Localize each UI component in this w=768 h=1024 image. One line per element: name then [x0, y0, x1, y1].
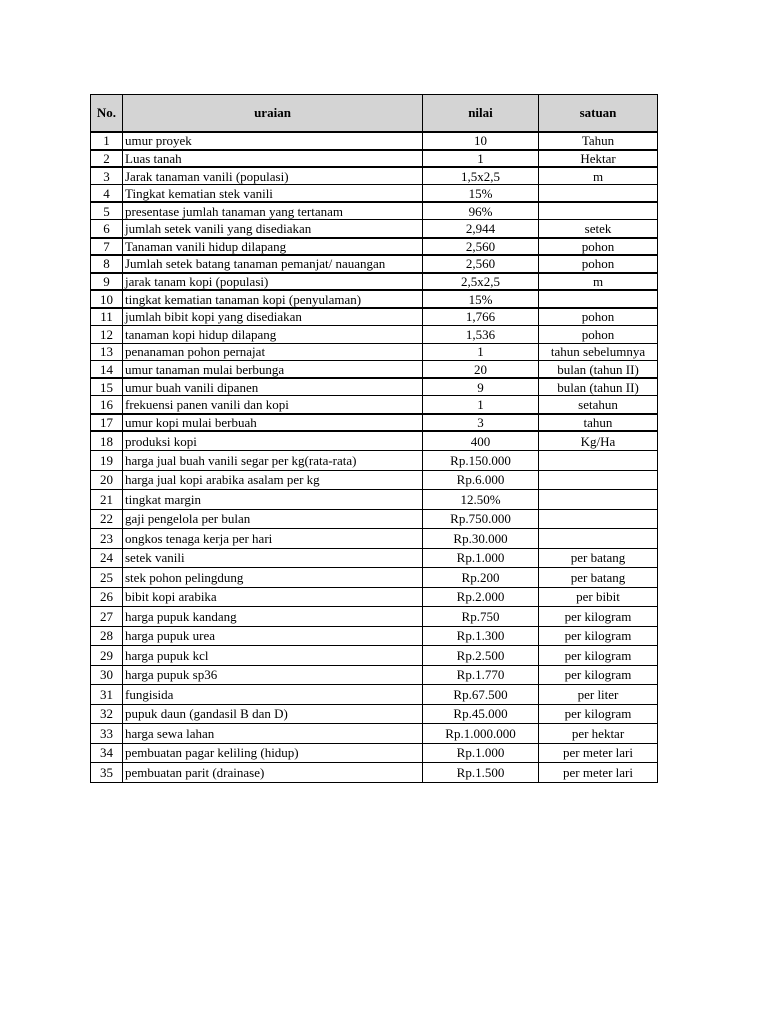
satuan-cell	[539, 529, 658, 549]
nilai-cell: 12.50%	[423, 490, 539, 510]
table-row	[91, 326, 658, 344]
nilai-cell: 1,766	[423, 308, 539, 326]
table-row	[91, 414, 658, 432]
table-row	[91, 238, 658, 256]
row-number-cell: 24	[91, 548, 123, 568]
nilai-cell: Rp.750	[423, 607, 539, 627]
nilai-cell: Rp.2.500	[423, 646, 539, 666]
row-number-cell: 11	[91, 308, 123, 326]
satuan-cell: per kilogram	[539, 626, 658, 646]
table-row	[91, 763, 658, 783]
uraian-cell: pupuk daun (gandasil B dan D)	[123, 704, 423, 724]
satuan-cell: per kilogram	[539, 607, 658, 627]
nilai-cell: Rp.150.000	[423, 451, 539, 471]
nilai-cell: 1	[423, 396, 539, 414]
row-number-cell: 5	[91, 202, 123, 220]
table-row	[91, 185, 658, 203]
nilai-cell: 15%	[423, 185, 539, 203]
row-number-cell: 23	[91, 529, 123, 549]
table-row	[91, 685, 658, 705]
table-body	[91, 132, 658, 782]
nilai-cell: Rp.200	[423, 568, 539, 588]
satuan-cell: pohon	[539, 326, 658, 344]
table-row	[91, 343, 658, 361]
nilai-cell: Rp.6.000	[423, 470, 539, 490]
nilai-cell: 20	[423, 361, 539, 379]
uraian-cell: bibit kopi arabika	[123, 587, 423, 607]
table-row	[91, 361, 658, 379]
row-number-cell: 28	[91, 626, 123, 646]
row-number-cell: 1	[91, 132, 123, 150]
uraian-cell: pembuatan pagar keliling (hidup)	[123, 743, 423, 763]
nilai-cell: 1	[423, 150, 539, 168]
satuan-cell: bulan (tahun II)	[539, 361, 658, 379]
nilai-cell: Rp.45.000	[423, 704, 539, 724]
row-number-cell: 8	[91, 255, 123, 273]
row-number-cell: 15	[91, 378, 123, 396]
table-row	[91, 529, 658, 549]
uraian-cell: jarak tanam kopi (populasi)	[123, 273, 423, 291]
satuan-cell: m	[539, 273, 658, 291]
nilai-cell: 2,5x2,5	[423, 273, 539, 291]
table-row	[91, 431, 658, 451]
row-number-cell: 30	[91, 665, 123, 685]
table-row	[91, 490, 658, 510]
table-row	[91, 646, 658, 666]
table-row	[91, 308, 658, 326]
uraian-cell: umur kopi mulai berbuah	[123, 414, 423, 432]
table-row	[91, 568, 658, 588]
satuan-cell: per kilogram	[539, 704, 658, 724]
table-row	[91, 255, 658, 273]
row-number-cell: 20	[91, 470, 123, 490]
nilai-cell: 10	[423, 132, 539, 150]
nilai-cell: 2,560	[423, 255, 539, 273]
row-number-cell: 26	[91, 587, 123, 607]
header-satuan: satuan	[539, 95, 658, 133]
nilai-cell: Rp.1.300	[423, 626, 539, 646]
satuan-cell: Hektar	[539, 150, 658, 168]
row-number-cell: 12	[91, 326, 123, 344]
uraian-cell: tingkat margin	[123, 490, 423, 510]
uraian-cell: presentase jumlah tanaman yang tertanam	[123, 202, 423, 220]
row-number-cell: 21	[91, 490, 123, 510]
satuan-cell: per kilogram	[539, 646, 658, 666]
row-number-cell: 17	[91, 414, 123, 432]
uraian-cell: ongkos tenaga kerja per hari	[123, 529, 423, 549]
satuan-cell: pohon	[539, 308, 658, 326]
table-row	[91, 396, 658, 414]
satuan-cell: per kilogram	[539, 665, 658, 685]
row-number-cell: 22	[91, 509, 123, 529]
satuan-cell: setahun	[539, 396, 658, 414]
table-row	[91, 509, 658, 529]
table-row	[91, 202, 658, 220]
satuan-cell: per liter	[539, 685, 658, 705]
row-number-cell: 3	[91, 167, 123, 185]
row-number-cell: 18	[91, 431, 123, 451]
table-row	[91, 548, 658, 568]
satuan-cell: tahun	[539, 414, 658, 432]
satuan-cell: pohon	[539, 255, 658, 273]
header-uraian: uraian	[123, 95, 423, 133]
table-row	[91, 273, 658, 291]
nilai-cell: 1,536	[423, 326, 539, 344]
satuan-cell: Kg/Ha	[539, 431, 658, 451]
table-row	[91, 743, 658, 763]
table-row	[91, 587, 658, 607]
nilai-cell: 2,560	[423, 238, 539, 256]
uraian-cell: fungisida	[123, 685, 423, 705]
row-number-cell: 9	[91, 273, 123, 291]
satuan-cell	[539, 451, 658, 471]
uraian-cell: umur buah vanili dipanen	[123, 378, 423, 396]
satuan-cell	[539, 185, 658, 203]
table-row	[91, 150, 658, 168]
header-row	[91, 95, 658, 133]
uraian-cell: gaji pengelola per bulan	[123, 509, 423, 529]
table-header	[91, 95, 658, 133]
table-row	[91, 132, 658, 150]
table-row	[91, 665, 658, 685]
uraian-cell: harga pupuk sp36	[123, 665, 423, 685]
uraian-cell: penanaman pohon pernajat	[123, 343, 423, 361]
satuan-cell: pohon	[539, 238, 658, 256]
row-number-cell: 34	[91, 743, 123, 763]
uraian-cell: harga jual kopi arabika asalam per kg	[123, 470, 423, 490]
row-number-cell: 25	[91, 568, 123, 588]
table-row	[91, 290, 658, 308]
header-nilai: nilai	[423, 95, 539, 133]
nilai-cell: Rp.30.000	[423, 529, 539, 549]
satuan-cell: per meter lari	[539, 763, 658, 783]
satuan-cell: m	[539, 167, 658, 185]
row-number-cell: 31	[91, 685, 123, 705]
nilai-cell: 96%	[423, 202, 539, 220]
uraian-cell: Luas tanah	[123, 150, 423, 168]
header-no: No.	[91, 95, 123, 133]
uraian-cell: stek pohon pelingdung	[123, 568, 423, 588]
row-number-cell: 14	[91, 361, 123, 379]
row-number-cell: 4	[91, 185, 123, 203]
row-number-cell: 35	[91, 763, 123, 783]
table-row	[91, 704, 658, 724]
uraian-cell: tingkat kematian tanaman kopi (penyulaman)	[123, 290, 423, 308]
row-number-cell: 13	[91, 343, 123, 361]
row-number-cell: 32	[91, 704, 123, 724]
nilai-cell: 15%	[423, 290, 539, 308]
uraian-cell: jumlah setek vanili yang disediakan	[123, 220, 423, 238]
table-row	[91, 626, 658, 646]
satuan-cell	[539, 509, 658, 529]
row-number-cell: 7	[91, 238, 123, 256]
satuan-cell: per batang	[539, 568, 658, 588]
satuan-cell: per hektar	[539, 724, 658, 744]
satuan-cell: Tahun	[539, 132, 658, 150]
nilai-cell: Rp.1.770	[423, 665, 539, 685]
satuan-cell	[539, 470, 658, 490]
uraian-cell: umur proyek	[123, 132, 423, 150]
nilai-cell: Rp.750.000	[423, 509, 539, 529]
nilai-cell: 1	[423, 343, 539, 361]
uraian-cell: produksi kopi	[123, 431, 423, 451]
table-row	[91, 607, 658, 627]
row-number-cell: 33	[91, 724, 123, 744]
row-number-cell: 16	[91, 396, 123, 414]
nilai-cell: Rp.1.000	[423, 548, 539, 568]
nilai-cell: 3	[423, 414, 539, 432]
satuan-cell: per bibit	[539, 587, 658, 607]
uraian-cell: harga pupuk urea	[123, 626, 423, 646]
row-number-cell: 29	[91, 646, 123, 666]
uraian-cell: harga sewa lahan	[123, 724, 423, 744]
satuan-cell: per meter lari	[539, 743, 658, 763]
nilai-cell: 2,944	[423, 220, 539, 238]
satuan-cell	[539, 202, 658, 220]
table-row	[91, 220, 658, 238]
nilai-cell: Rp.1.500	[423, 763, 539, 783]
nilai-cell: Rp.67.500	[423, 685, 539, 705]
uraian-cell: setek vanili	[123, 548, 423, 568]
parameter-table	[90, 94, 658, 783]
uraian-cell: umur tanaman mulai berbunga	[123, 361, 423, 379]
table-row	[91, 167, 658, 185]
table-row	[91, 724, 658, 744]
uraian-cell: harga jual buah vanili segar per kg(rata-rata)	[123, 451, 423, 471]
uraian-cell: Tanaman vanili hidup dilapang	[123, 238, 423, 256]
nilai-cell: 9	[423, 378, 539, 396]
satuan-cell	[539, 490, 658, 510]
uraian-cell: pembuatan parit (drainase)	[123, 763, 423, 783]
row-number-cell: 6	[91, 220, 123, 238]
uraian-cell: Jarak tanaman vanili (populasi)	[123, 167, 423, 185]
uraian-cell: Tingkat kematian stek vanili	[123, 185, 423, 203]
table-row	[91, 470, 658, 490]
satuan-cell	[539, 290, 658, 308]
uraian-cell: Jumlah setek batang tanaman pemanjat/ nauangan	[123, 255, 423, 273]
uraian-cell: jumlah bibit kopi yang disediakan	[123, 308, 423, 326]
satuan-cell: setek	[539, 220, 658, 238]
row-number-cell: 10	[91, 290, 123, 308]
uraian-cell: harga pupuk kandang	[123, 607, 423, 627]
row-number-cell: 19	[91, 451, 123, 471]
satuan-cell: tahun sebelumnya	[539, 343, 658, 361]
nilai-cell: Rp.1.000	[423, 743, 539, 763]
nilai-cell: 1,5x2,5	[423, 167, 539, 185]
row-number-cell: 2	[91, 150, 123, 168]
satuan-cell: bulan (tahun II)	[539, 378, 658, 396]
table-row	[91, 451, 658, 471]
row-number-cell: 27	[91, 607, 123, 627]
uraian-cell: harga pupuk kcl	[123, 646, 423, 666]
nilai-cell: Rp.1.000.000	[423, 724, 539, 744]
table-row	[91, 378, 658, 396]
nilai-cell: Rp.2.000	[423, 587, 539, 607]
satuan-cell: per batang	[539, 548, 658, 568]
uraian-cell: tanaman kopi hidup dilapang	[123, 326, 423, 344]
nilai-cell: 400	[423, 431, 539, 451]
uraian-cell: frekuensi panen vanili dan kopi	[123, 396, 423, 414]
